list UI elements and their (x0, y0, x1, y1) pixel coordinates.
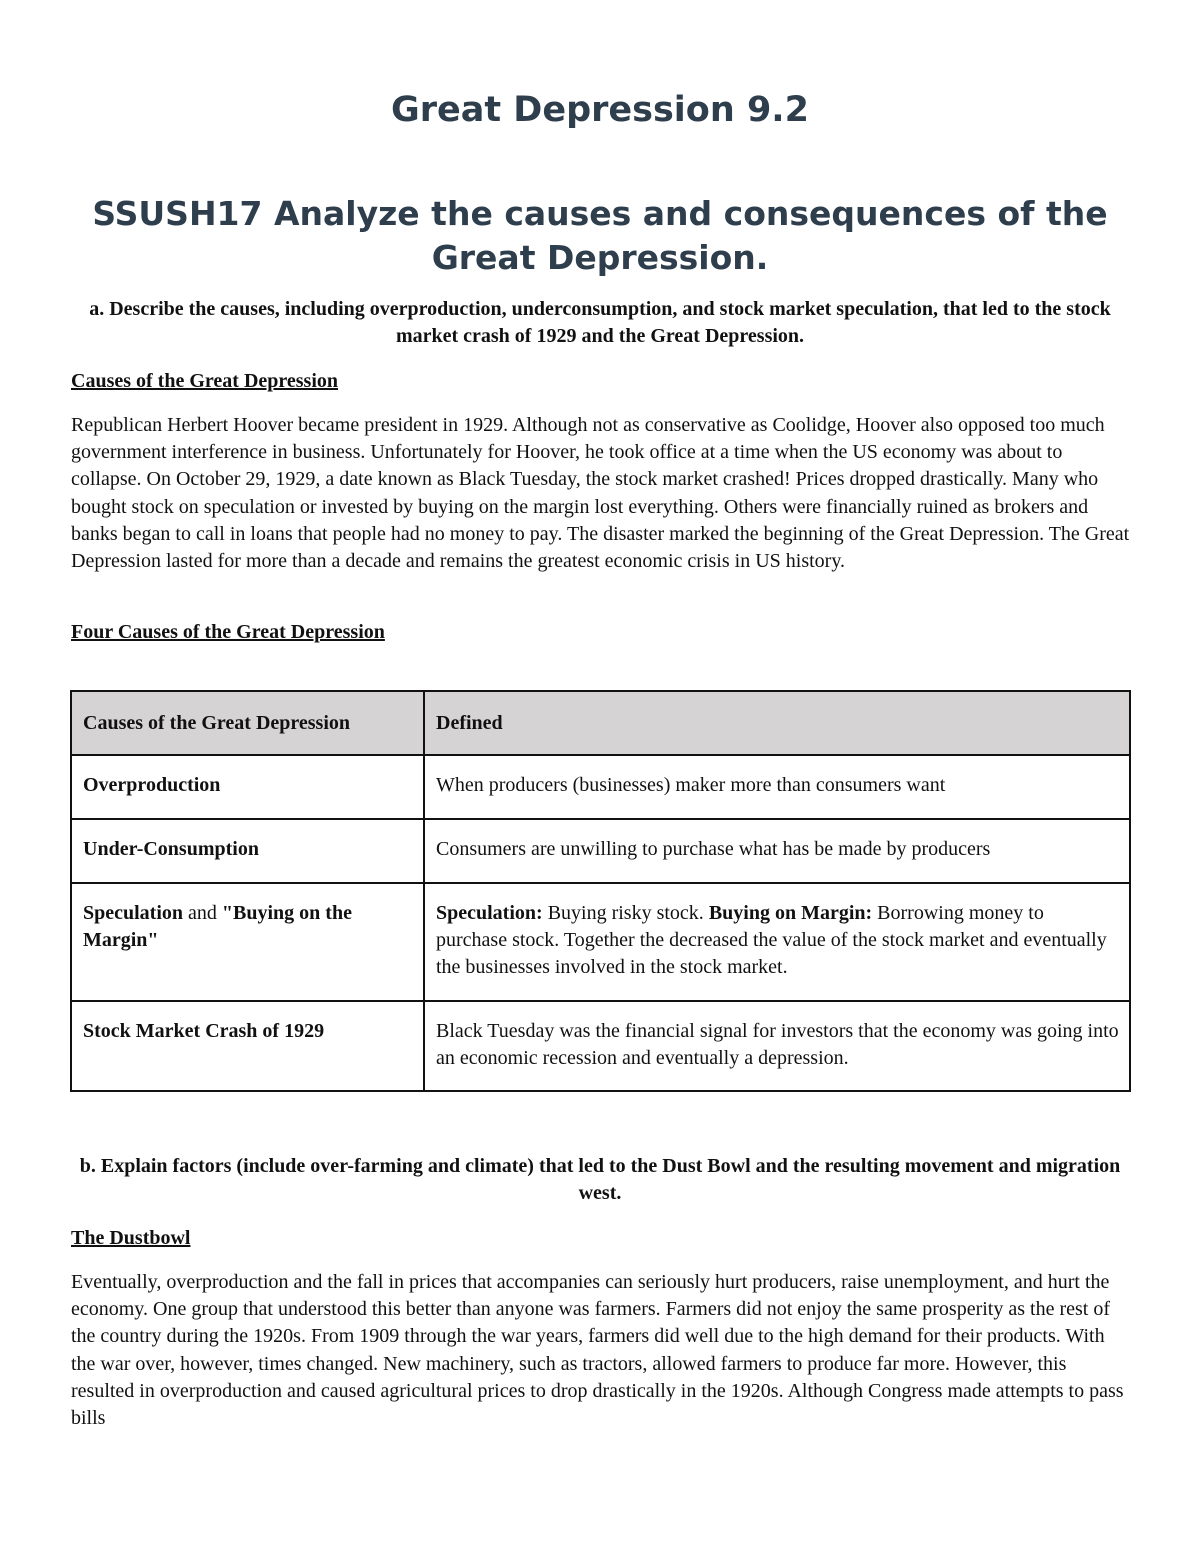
definition-cell (424, 819, 1130, 883)
cause-term: Stock Market Crash of 1929 (83, 1020, 325, 1042)
definition-cell (424, 755, 1130, 819)
definition-text: Consumers are unwilling to purchase what has be made by producers (436, 838, 991, 860)
causes-table (70, 690, 1131, 1092)
causes-heading: Causes of the Great Depression (71, 370, 339, 392)
cause-term: Under-Consumption (83, 838, 259, 860)
definition-text-2: Borrowing money to purchase stock. Together the decreased the value of the stock market and eventually the businesses involved in the stock market. (436, 902, 1112, 978)
causes-paragraph: Republican Herbert Hoover became president in 1929. Although not as conservative as Coolidge, Hoover also opposed too much government interference in business. Unfortunately for Hoover, he took office at a time when the US economy was about to collapse. On October 29, 1929, a date known as Black Tuesday, the stock market crashed! Prices dropped drastically. Many who bought stock on speculation or invested by buying on the margin lost everything. Others were financially ruined as brokers and banks began to call in loans that people had no money to pay. The disaster marked the beginning of the Great Depression. The Great Depression lasted for more than a decade and remains the greatest economic crisis in US history. (71, 414, 1130, 573)
standard-heading: SSUSH17 Analyze the causes and consequences of the Great Depression. (92, 194, 1108, 277)
table-row (71, 819, 1130, 883)
cause-cell (71, 883, 424, 1001)
table-row (71, 1001, 1130, 1091)
cause-cell (71, 755, 424, 819)
table-row (71, 755, 1130, 819)
document-title: Great Depression 9.2 (391, 90, 809, 130)
table-header-cause: Causes of the Great Depression (71, 691, 424, 755)
element-a-prompt: a. Describe the causes, including overproduction, underconsumption, and stock market speculation, that led to the stock market crash of 1929 and the Great Depression. (89, 298, 1111, 347)
table-row (71, 883, 1130, 1001)
element-b-prompt: b. Explain factors (include over-farming and climate) that led to the Dust Bowl and the resulting movement and migration west. (79, 1155, 1121, 1204)
definition-cell (424, 883, 1130, 1001)
definition-term-2: Buying on Margin: (708, 902, 873, 924)
cause-term: Speculation (83, 902, 184, 924)
definition-cell (424, 1001, 1130, 1091)
cause-term-2: "Buying on the Margin" (83, 902, 352, 951)
table-header-defined: Defined (424, 691, 1130, 755)
dustbowl-paragraph: Eventually, overproduction and the fall in prices that accompanies can seriously hurt producers, raise unemployment, and hurt the economy. One group that understood this better than anyone was farmers. Farmers did not enjoy the same prosperity as the rest of the country during the 1920s. From 1909 through the war years, farmers did well due to the high demand for their products. With the war over, however, times changed. New machinery, such as tractors, allowed farmers to produce far more. However, this resulted in overproduction and caused agricultural prices to drop drastically in the 1920s. Although Congress made attempts to pass bills (71, 1271, 1124, 1430)
definition-text: Black Tuesday was the financial signal for investors that the economy was going into an economic recession and eventually a depression. (436, 1020, 1119, 1069)
dustbowl-heading: The Dustbowl (71, 1227, 191, 1249)
four-causes-heading: Four Causes of the Great Depression (71, 621, 385, 643)
table-header-row (71, 691, 1130, 755)
cause-term: Overproduction (83, 774, 221, 796)
cause-cell (71, 1001, 424, 1091)
cause-cell (71, 819, 424, 883)
definition-text: When producers (businesses) maker more than consumers want (436, 774, 946, 796)
definition-term: Speculation: (436, 902, 543, 924)
cause-connector: and (183, 902, 222, 924)
definition-text: Buying risky stock. (542, 902, 709, 924)
